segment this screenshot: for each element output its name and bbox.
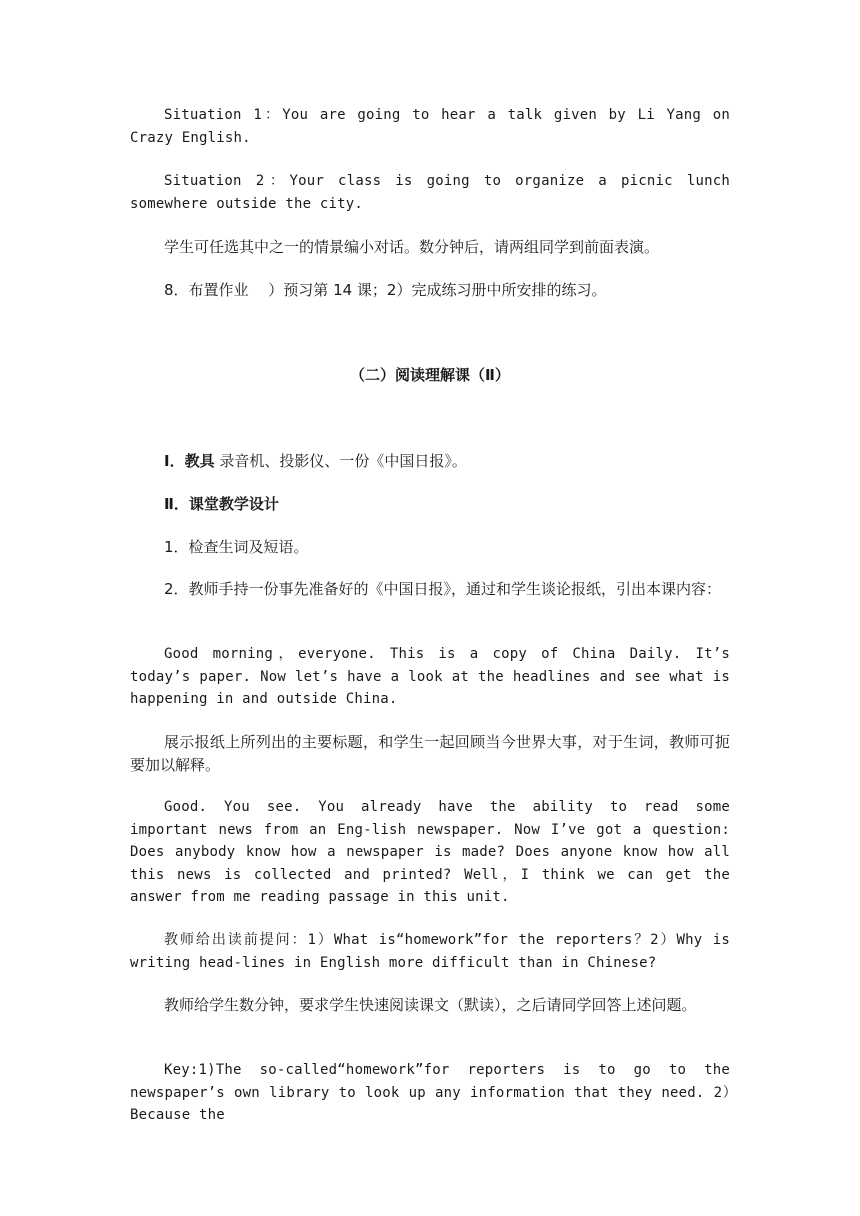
- situation-1-paragraph: Situation 1：You are going to hear a talk given by Li Yang on Crazy English.: [130, 107, 730, 146]
- situation-2-paragraph: Situation 2：Your class is going to organize a picnic lunch somewhere outside the city.: [130, 173, 730, 212]
- answer-key-paragraph: Key:1)The so-called“homework”for reporters is to go to the newspaper’s own library to look up any information that they need. 2）Because the: [130, 1062, 730, 1123]
- step-1-paragraph: 1．检查生词及短语。: [164, 538, 309, 556]
- choose-situation-paragraph: 学生可任选其中之一的情景编小对话。数分钟后，请两组同学到前面表演。: [164, 238, 660, 256]
- step-2-paragraph: 2．教师手持一份事先准备好的《中国日报》，通过和学生谈论报纸，引出本课内容：: [164, 580, 722, 598]
- good-you-see-paragraph: Good. You see. You already have the ability to read some important news from an Eng-lish newspaper. Now I’ve got a question: Does anybody know how a newspaper is made? Does anyone know how all this news is collected and printed? Well，I think we can get the answer from me reading passage in this unit.: [130, 799, 730, 905]
- homework-paragraph: 8．布置作业 ）预习第 14 课；2）完成练习册中所安排的练习。: [164, 281, 607, 299]
- pre-reading-questions-paragraph: 教师给出读前提问：1）What is“homework”for the reporters？2）Why is writing head-lines in English more difficult than in Chinese?: [130, 932, 730, 971]
- teaching-tools-label: Ⅰ．教具: [164, 452, 215, 470]
- good-morning-paragraph: Good morning，everyone. This is a copy of China Daily. It’s today’s paper. Now let’s have a look at the headlines and see what is happening in and outside China.: [130, 646, 730, 707]
- quick-reading-paragraph: 教师给学生数分钟，要求学生快速阅读课文（默读），之后请同学回答上述问题。: [164, 996, 697, 1014]
- section-heading: （二）阅读理解课（Ⅱ）: [350, 366, 510, 384]
- teaching-tools-text: 录音机、投影仪、一份《中国日报》。: [214, 452, 467, 470]
- classroom-design-heading: Ⅱ．课堂教学设计: [164, 495, 279, 513]
- teaching-tools-paragraph: [130, 450, 730, 473]
- show-headlines-paragraph: 展示报纸上所列出的主要标题，和学生一起回顾当今世界大事，对于生词，教师可扼要加以解释。: [130, 733, 730, 774]
